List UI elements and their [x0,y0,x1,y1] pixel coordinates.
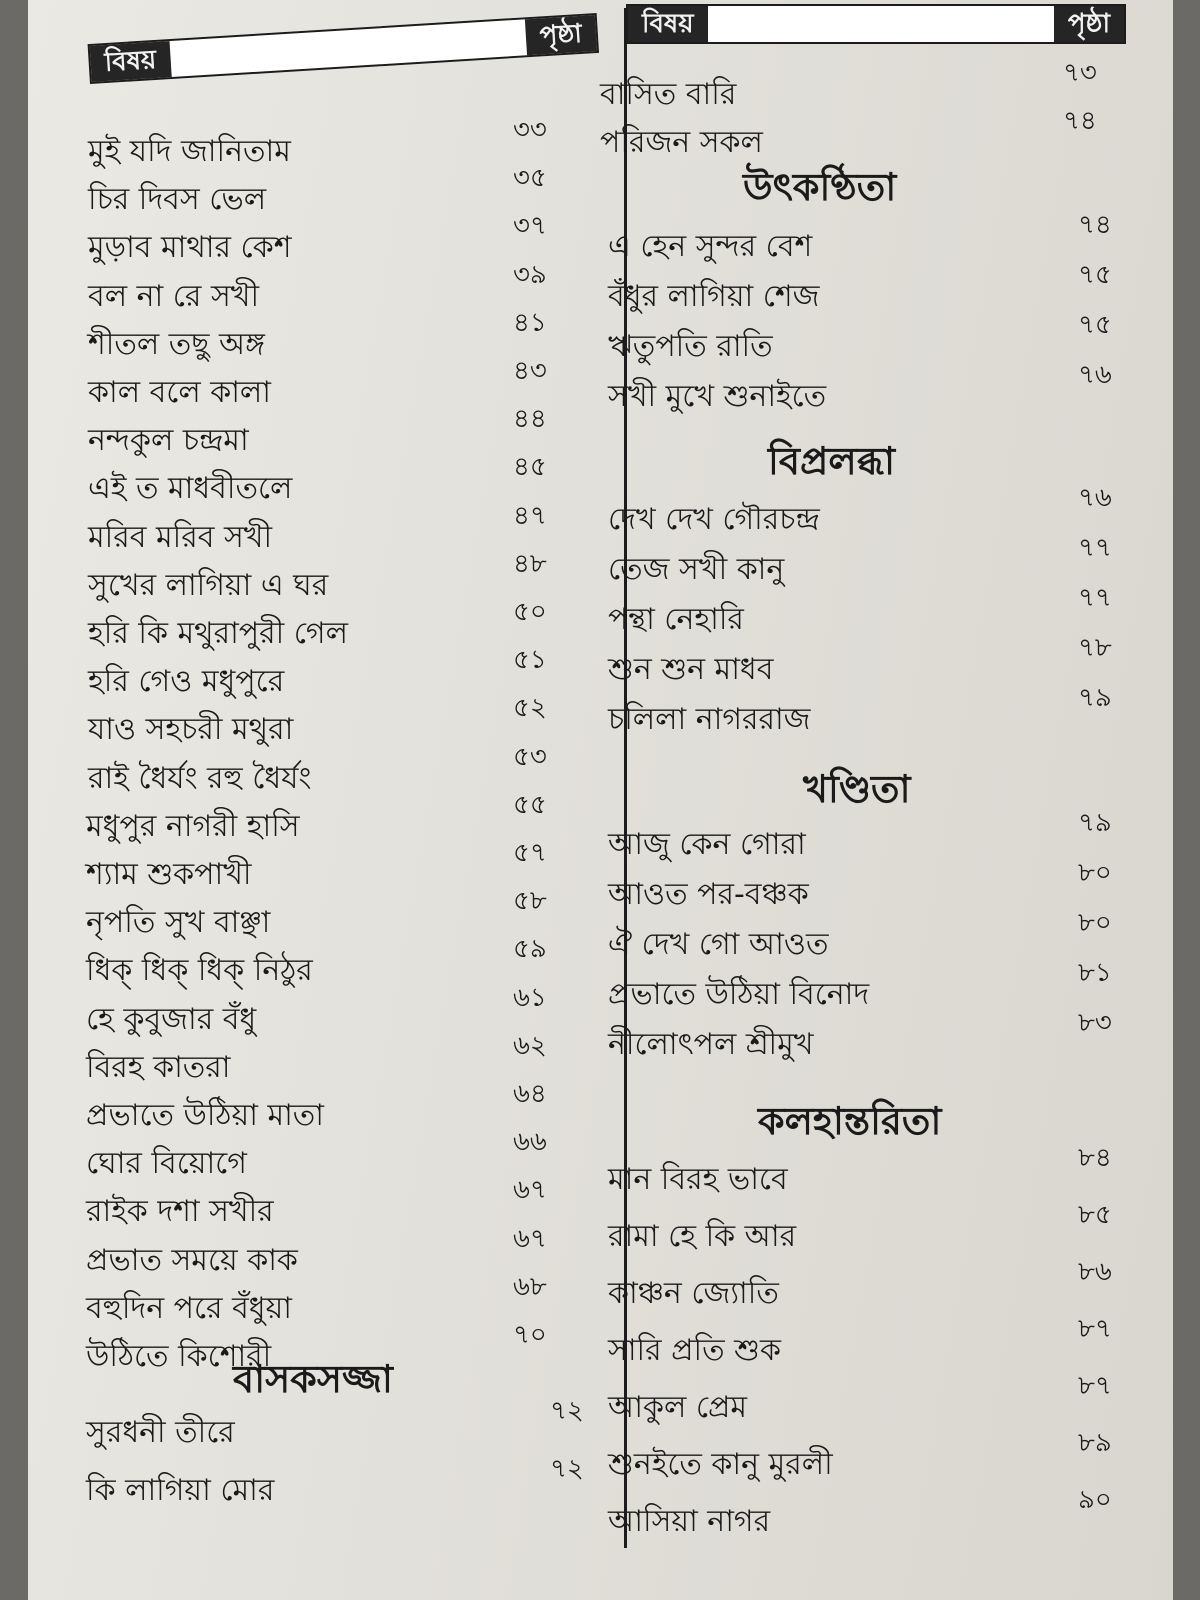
entry-title: হরি কি মথুরাপুরী গেল [88,616,348,651]
entry-page-number: ৩৭ [513,211,547,242]
entry-page-number: ৬১ [513,982,547,1013]
entry-page-number: ৫৩ [513,741,547,772]
entry-page-number: ৭৪ [1063,106,1097,136]
section-heading: বিপ্রলব্ধা [768,439,895,483]
entry-title: প্রভাতে উঠিয়া মাতা [86,1098,325,1133]
entry-page-number: ৭৭ [1078,583,1112,613]
entry-title: সারি প্রতি শুক [608,1333,781,1368]
entry-page-number: ৭৫ [1078,260,1112,290]
entry-title: দেখ দেখ গৌরচন্দ্র [608,502,820,537]
entry-title: সখী মুখে শুনাইতে [608,379,827,414]
entry-title: রামা হে কি আর [608,1219,797,1254]
entry-title: রাই ধৈর্যং রহু ধৈর্যং [88,760,312,796]
entry-page-number: ৪৭ [513,500,547,531]
entry-title: চলিলা নাগররাজ [608,702,811,737]
right-column-header [626,4,1126,44]
entry-title: যাও সহচরী মথুরা [88,712,294,748]
entry-page-number: ৭৯ [1078,808,1112,838]
entry-page-number: ৮৭ [1078,1371,1112,1401]
entry-title: বহুদিন পরে বঁধুয়া [86,1290,292,1326]
entry-title: আসিয়া নাগর [608,1504,771,1539]
entry-page-number: ৭৮ [1078,633,1112,663]
entry-title: কাঞ্চন জ্যোতি [608,1276,779,1311]
entry-page-number: ৭৬ [1078,360,1112,390]
entry-page-number: ৭০ [513,1320,547,1350]
section-heading: বাসকসজ্জা [233,1357,393,1401]
entry-page-number: ৫০ [513,597,547,627]
entry-title: মুড়াব মাথার কেশ [88,230,292,266]
entry-title: এ হেন সুন্দর বেশ [608,229,813,264]
entry-title: মধুপুর নাগরী হাসি [86,808,300,844]
entry-page-number: ৭৬ [1078,483,1112,513]
entry-page-number: ৭৩ [1063,58,1097,88]
entry-title: পন্থা নেহারি [608,602,744,637]
entry-page-number: ৭২ [550,1454,584,1484]
entry-page-number: ৫৭ [513,838,547,868]
entry-page-number: ৩৩ [513,115,547,145]
entry-page-number: ৮১ [1078,958,1112,988]
entry-page-number: ৪৫ [513,452,547,483]
entry-page-number: ৬৪ [513,1079,547,1109]
entry-title: শুন শুন মাধব [608,652,774,687]
entry-page-number: ৭৯ [1078,683,1112,713]
entry-title: ঘোর বিয়োগে [86,1146,247,1182]
entry-page-number: ৪৩ [513,356,547,386]
entry-title: পরিজন সকল [600,125,763,160]
entry-title: এই ত মাধবীতলে [88,471,293,507]
entry-page-number: ৮০ [1078,908,1112,938]
section-heading: উৎকণ্ঠিতা [743,165,897,209]
entry-page-number: ৬২ [513,1030,547,1061]
entry-title: মরিব মরিব সখী [88,519,273,555]
entry-page-number: ৮৯ [1078,1428,1112,1458]
entry-title: ঐ দেখ গো আওত [608,927,829,962]
entry-title: নৃপতি সুখ বাঞ্ছা [86,905,271,941]
entry-title: সুরধনী তীরে [86,1415,235,1450]
entry-page-number: ৩৫ [513,163,547,194]
entry-page-number: ৮৭ [1078,1314,1112,1344]
entry-page-number: ৭৫ [1078,310,1112,340]
left-page-label: পৃষ্ঠা [525,15,597,55]
entry-title: মুই যদি জানিতাম [88,134,291,169]
entry-page-number: ৬৮ [513,1271,547,1302]
entry-page-number: ৮৩ [1078,1008,1112,1038]
entry-title: কি লাগিয়া মোর [86,1473,275,1508]
entry-title: ঋতুপতি রাতি [608,329,773,364]
entry-page-number: ৫৮ [513,886,547,917]
entry-page-number: ৭২ [550,1396,584,1426]
entry-page-number: ৫৯ [513,934,547,965]
entry-page-number: ৮৪ [1078,1143,1112,1173]
entry-page-number: ৬৬ [513,1127,547,1158]
entry-page-number: ৩৯ [513,259,547,290]
entry-title: বিরহ কাতরা [86,1049,231,1085]
entry-title: শ্যাম শুকপাখী [86,857,252,892]
entry-title: বাসিত বারি [600,77,737,112]
entry-title: চির দিবস ভেল [88,182,267,218]
entry-title: প্রভাতে উঠিয়া বিনোদ [608,977,870,1012]
entry-page-number: ৭৭ [1078,533,1112,563]
entry-page-number: ৬৭ [513,1223,547,1254]
entry-title: নন্দকুল চন্দ্রমা [88,423,249,459]
right-page-label: পৃষ্ঠা [1054,6,1124,42]
entry-title: মান বিরহ ভাবে [608,1162,788,1197]
entry-page-number: ৮৫ [1078,1200,1112,1230]
entry-page-number: ৬৭ [513,1175,547,1206]
entry-page-number: ৫১ [513,645,547,676]
entry-page-number: ৮০ [1078,858,1112,888]
right-subject-label: বিষয় [628,6,708,42]
left-column-header [88,13,599,84]
entry-page-number: ৫৫ [513,789,547,820]
entry-title: নীলোৎপল শ্রীমুখ [608,1027,814,1062]
entry-page-number: ৭৪ [1078,210,1112,240]
left-subject-label: বিষয় [90,41,172,82]
entry-page-number: ৮৬ [1078,1257,1112,1287]
entry-title: প্রভাত সময়ে কাক [86,1242,298,1278]
entry-page-number: ৪৮ [513,548,547,579]
entry-title: আজু কেন গোরা [608,827,806,862]
entry-title: হরি গেও মধুপুরে [88,664,285,700]
entry-title: হে কুবুজার বঁধু [86,1001,257,1037]
entry-title: বল না রে সখী [88,278,260,314]
entry-title: ধিক্ ধিক্ ধিক্ নিঠুর [86,953,313,989]
entry-page-number: ৪১ [513,307,547,338]
entry-page-number: ৫২ [513,693,547,724]
entry-title: বঁধুর লাগিয়া শেজ [608,279,820,314]
entry-title: আকুল প্রেম [608,1390,748,1425]
entry-page-number: ৯০ [1078,1485,1112,1515]
entry-page-number: ৪৪ [513,404,547,435]
entry-title: আওত পর-বঞ্চক [608,877,809,912]
book-page [28,0,1173,1600]
entry-title: উঠিতে কিশোরী [86,1339,272,1374]
entry-title: সুখের লাগিয়া এ ঘর [88,567,329,603]
entry-title: শুনইতে কানু মুরলী [608,1447,833,1482]
section-heading: কলহান্তরিতা [758,1099,942,1143]
entry-title: রাইক দশা সখীর [86,1194,274,1230]
section-heading: খণ্ডিতা [803,767,911,811]
entry-title: তেজ সখী কানু [608,552,785,587]
entry-title: শীতল তছু অঙ্গ [88,326,265,362]
entry-title: কাল বলে কালা [88,375,271,410]
